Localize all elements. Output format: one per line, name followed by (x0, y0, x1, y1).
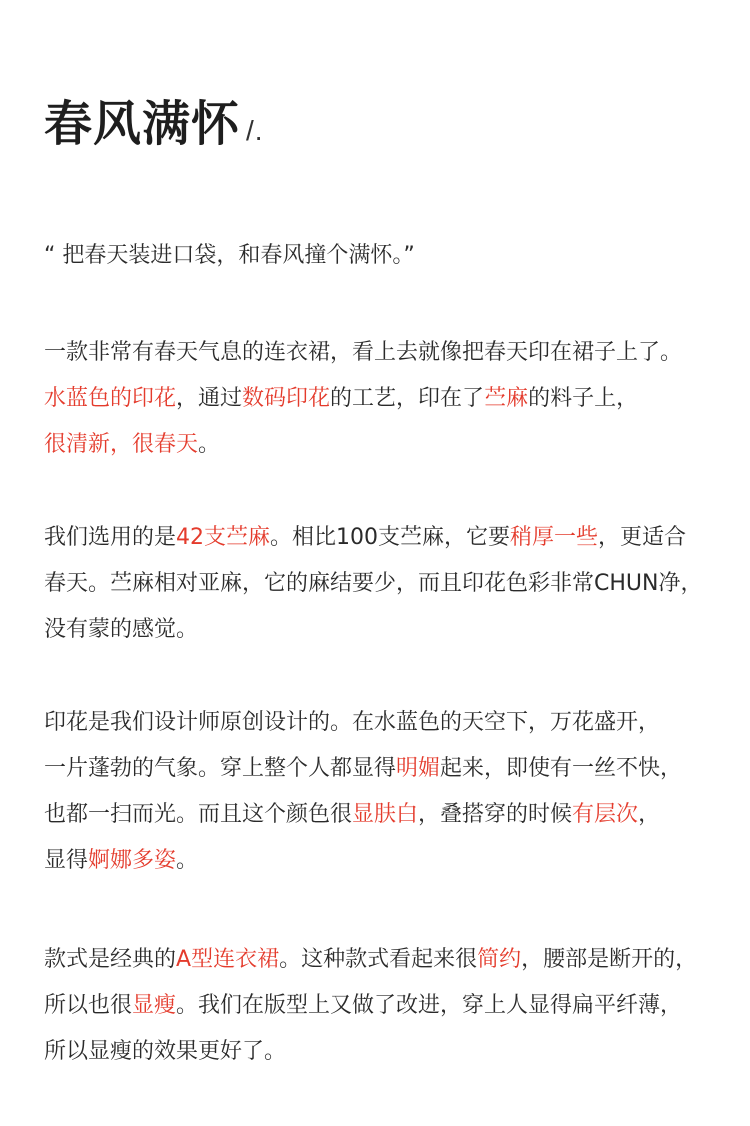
paragraph-fabric-intro (44, 330, 724, 468)
body-text: 所以也很 (44, 993, 133, 1018)
paragraph-line (44, 746, 724, 792)
highlight-text: 稍厚一些 (510, 525, 599, 550)
paragraph-line (44, 561, 724, 607)
paragraph-line (44, 376, 724, 422)
highlight-text: 明媚 (396, 756, 441, 781)
highlight-text: 显肤白 (352, 802, 419, 827)
paragraph-print-design (44, 700, 724, 884)
body-text: 我们选用的是 (44, 525, 177, 550)
paragraph-line (44, 838, 724, 884)
body-text: ，通过 (176, 386, 243, 411)
paragraph-line (44, 937, 724, 983)
body-text: 一款非常有春天气息的连衣裙，看上去就像把春天印在裙子上了。 (44, 340, 683, 365)
body-text: 的工艺，印在了 (330, 386, 485, 411)
paragraph-silhouette (44, 937, 724, 1075)
body-text: 的料子上， (528, 386, 639, 411)
body-text: ， (638, 802, 661, 827)
highlight-text: 有层次 (572, 802, 639, 827)
body-text: 显得 (44, 848, 89, 873)
paragraph-line (44, 515, 724, 561)
body-text: 款式是经典的 (44, 947, 177, 972)
body-text: 。相比100支苎麻，它要 (270, 525, 511, 550)
quote-text: “ 把春天装进口袋，和春风撞个满怀。” (44, 243, 415, 268)
highlight-text: A型连衣裙 (176, 947, 280, 972)
paragraph-line (44, 607, 724, 653)
body-text: 所以显瘦的效果更好了。 (44, 1039, 287, 1064)
body-text: 。 (176, 848, 199, 873)
highlight-text: 很清新，很春天 (44, 432, 199, 457)
highlight-text: 苎麻 (484, 386, 529, 411)
body-text: 印花是我们设计师原创设计的。在水蓝色的天空下，万花盛开， (44, 710, 661, 735)
highlight-text: 水蓝色的印花 (44, 386, 177, 411)
body-text: ，腰部是断开的， (521, 947, 698, 972)
body-text: 。我们在版型上又做了改进，穿上人显得扁平纤薄， (176, 993, 683, 1018)
paragraph-line (44, 330, 724, 376)
title-text: 春风满怀 (44, 96, 241, 152)
paragraph-line (44, 792, 724, 838)
body-text: 。 (198, 432, 221, 457)
paragraph-ramie-quality (44, 515, 724, 653)
body-text: 一片蓬勃的气象。穿上整个人都显得 (44, 756, 397, 781)
page-title (44, 96, 264, 159)
paragraph-line (44, 422, 724, 468)
body-text: ，叠搭穿的时候 (418, 802, 573, 827)
paragraph-line (44, 700, 724, 746)
paragraph-line (44, 1029, 724, 1075)
body-text: ，更适合 (598, 525, 687, 550)
paragraph-line (44, 983, 724, 1029)
body-text: 也都一扫而光。而且这个颜色很 (44, 802, 353, 827)
body-text: 没有蒙的感觉。 (44, 617, 199, 642)
highlight-text: 简约 (477, 947, 522, 972)
title-mark: /. (246, 115, 264, 146)
body-text: 。这种款式看起来很 (279, 947, 478, 972)
highlight-text: 42支苎麻 (176, 525, 271, 550)
highlight-text: 显瘦 (132, 993, 177, 1018)
highlight-text: 数码印花 (242, 386, 331, 411)
body-text: 起来，即使有一丝不快， (440, 756, 683, 781)
highlight-text: 婀娜多姿 (88, 848, 177, 873)
body-text: 春天。苎麻相对亚麻，它的麻结要少，而且印花色彩非常CHUN净， (44, 571, 703, 596)
